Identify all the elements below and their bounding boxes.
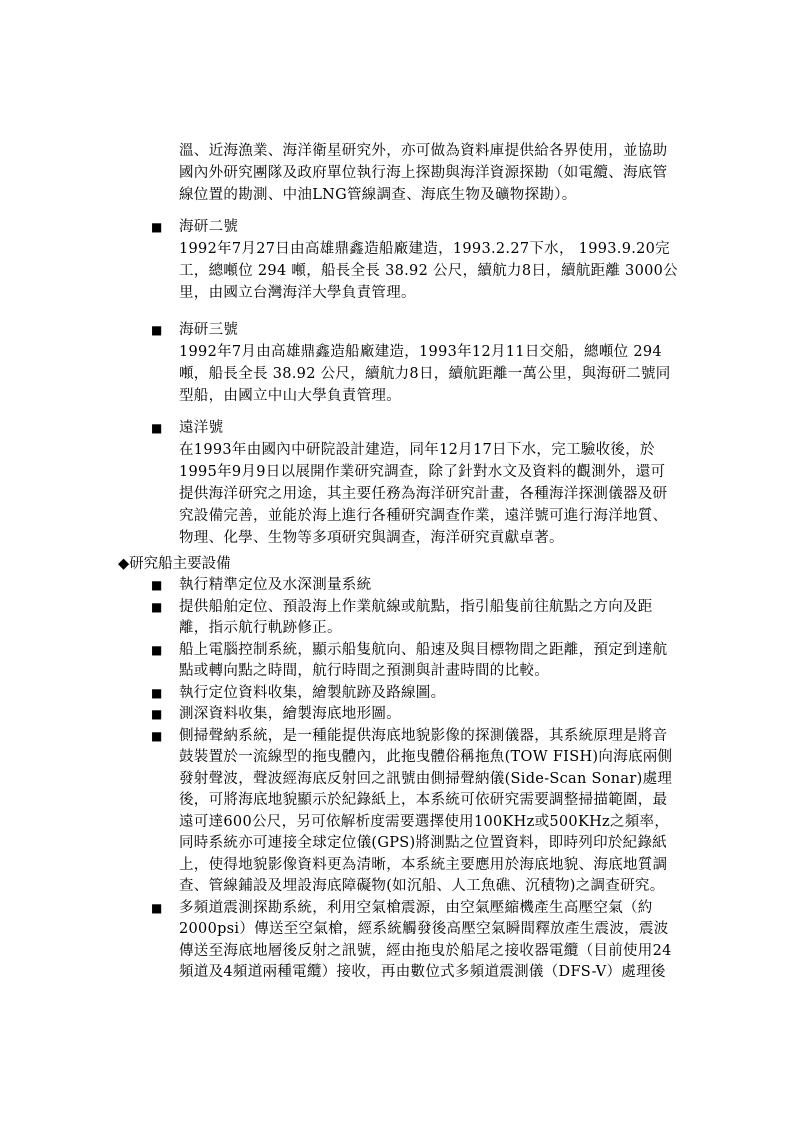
section-heading: ◆研究船主要設備 — [118, 556, 231, 572]
bullet-square: ■ — [151, 685, 163, 700]
vessel-description: 1992年7月27日由高雄鼎鑫造船廠建造，1993.2.27下水， 1993.9.20完工，總噸位 294 噸，船長全長 38.92 公尺，續航力8日，續航距離 3000公里，由國立台灣海洋大學負責管理。 — [179, 241, 678, 301]
list-item-text: 執行定位資料收集，繪製航跡及路線圖。 — [179, 684, 446, 701]
vessel-description: 在1993年由國內中研院設計建造，同年12月17日下水，完工驗收後，於1995年9月9日以展開作業研究調查，除了針對水文及資料的觀測外，還可提供海洋研究之用途，其主要任務為海洋研究計畫，各種海洋探測儀器及研究設備完善，並能於海上進行各種研究調查作業，遠洋號可進行海洋地質、物理、化學、生物等多項研究與調查，海洋研究貢獻卓著。 — [179, 442, 668, 546]
equipment-list — [151, 575, 681, 984]
bullet-square: ■ — [151, 323, 163, 337]
list-item — [151, 704, 681, 726]
list-item-text: 船上電腦控制系統，顯示船隻航向、船速及與目標物間之距離，預定到達航點或轉向點之時間，航行時間之預測與計畫時間的比較。 — [179, 641, 668, 679]
list-item-text: 測深資料收集，繪製海底地形圖。 — [179, 706, 401, 722]
list-item — [151, 683, 681, 705]
list-item — [151, 640, 681, 683]
list-item-text: 提供船舶定位、預設海上作業航線或航點，指引船隻前往航點之方向及距離，指示航行軌跡修正。 — [179, 598, 653, 636]
list-item — [151, 898, 681, 984]
list-item — [151, 575, 681, 597]
vessel-description: 1992年7月由高雄鼎鑫造船廠建造，1993年12月11日交船，總噸位 294 噸，船長全長 38.92 公尺，續航力8日，續航距離一萬公里，與海研二號同型船，由國立中山大學負責管理。 — [179, 344, 671, 404]
list-item-text: 多頻道震測探勘系統，利用空氣槍震源，由空氣壓縮機產生高壓空氣（約2000psi）傳送至空氣槍，經系統觸發後高壓空氣瞬間釋放產生震波，震波傳送至海底地層後反射之訊號，經由拖曳於船尾之接收器電纜（目前使用24頻道及4頻道兩種電纜）接收，再由數位式多頻道震測儀（DFS-V）處理後 — [179, 899, 672, 980]
list-item — [151, 597, 681, 640]
bullet-square: ■ — [151, 220, 163, 234]
list-item-text: 執行精準定位及水深測量系統 — [179, 577, 372, 593]
vessel-entry — [179, 216, 679, 304]
vessel-name: 海研三號 — [179, 322, 239, 338]
intro-paragraph: 溫、近海漁業、海洋衛星研究外，亦可做為資料庫提供給各界使用，並協助國內外研究團隊及政府單位執行海上探勘與海洋資源探勘（如電纜、海底管線位置的勘測、中油LNG管線調查、海底生物及礦物探勘）。 — [179, 143, 668, 203]
bullet-square: ■ — [151, 707, 163, 721]
vessel-name: 海研二號 — [179, 219, 239, 235]
vessel-name: 遠洋號 — [179, 420, 224, 436]
vessel-entry — [179, 319, 679, 407]
bullet-square: ■ — [151, 900, 163, 915]
bullet-square: ■ — [151, 421, 163, 435]
bullet-square: ■ — [151, 578, 163, 592]
bullet-square: ■ — [151, 599, 163, 614]
list-item-text: 側掃聲納系統，是一種能提供海底地貌影像的探測儀器，其系統原理是將音鼓裝置於一流線型的拖曳體內，此拖曳體俗稱拖魚(TOW FISH)向海底兩側發射聲波，聲波經海底反射回之訊號由側掃聲納儀(Side-Scan Sonar)處理後，可將海底地貌顯示於紀錄紙上，本系統可依研究需要調整掃描範圍，最遠可達600公尺，另可依解析度需要選擇使用100KHz或500KHz之頻率，同時系統亦可連接全球定位儀(GPS)將測點之位置資料，即時列印於紀錄紙上，使得地貌影像資料更為清晰，本系統主要應用於海底地貌、海底地質調查、管線鋪設及埋設海底障礙物(如沉船、人工魚礁、沉積物)之調查研究。 — [179, 727, 673, 894]
bullet-square: ■ — [151, 642, 163, 657]
list-item — [151, 726, 681, 898]
vessel-entry — [179, 417, 679, 549]
bullet-square: ■ — [151, 728, 163, 743]
